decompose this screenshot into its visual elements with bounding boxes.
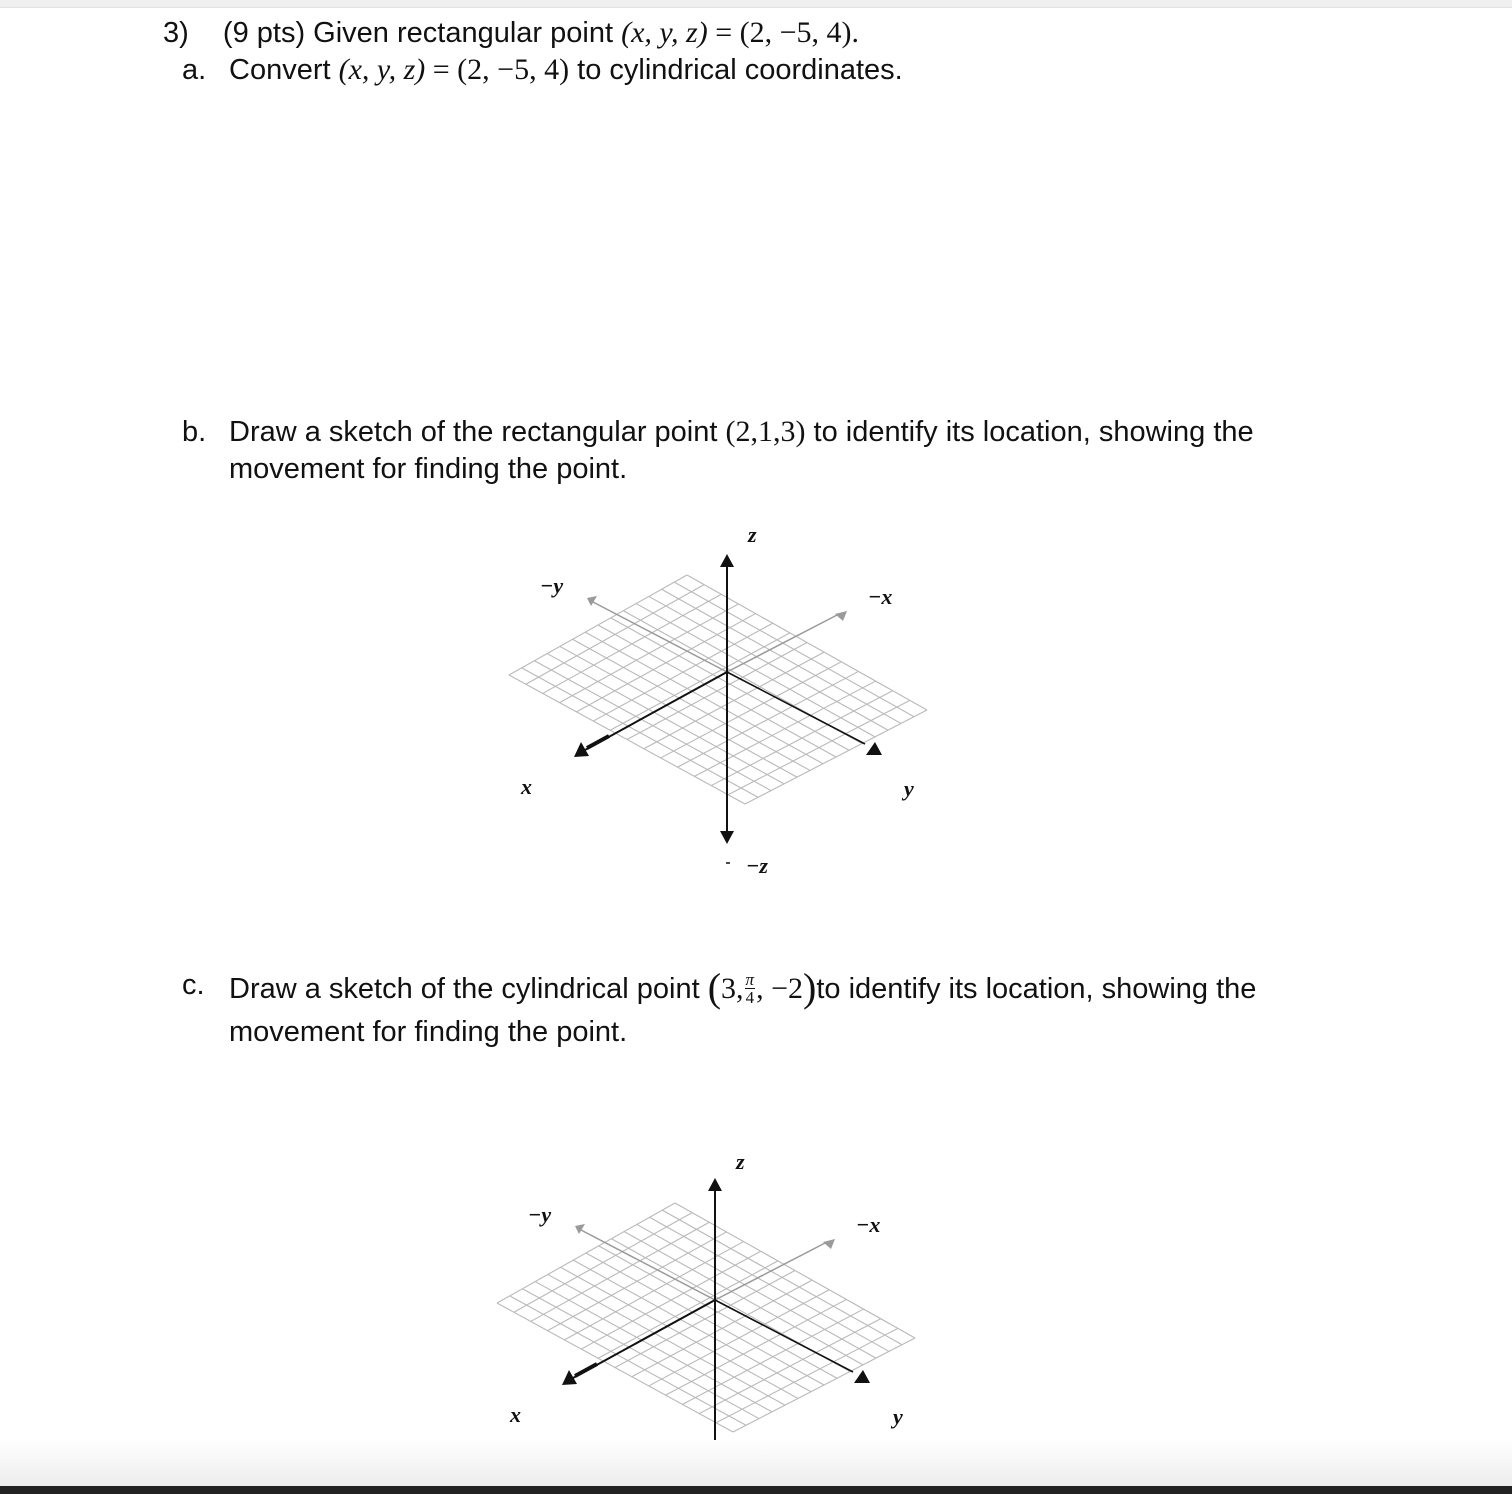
part-a-point: (2, −5, 4)	[457, 53, 570, 86]
part-c-theta-num: π	[745, 969, 755, 989]
neg-x-arrowhead	[835, 611, 847, 621]
z-arrowhead	[720, 554, 734, 567]
grid-line	[716, 1328, 898, 1422]
grid-line	[599, 1246, 837, 1378]
part-c-theta-fraction	[745, 971, 756, 1006]
neg-x-axis	[727, 614, 839, 672]
grid-line	[624, 1232, 863, 1365]
grid-line	[615, 1271, 795, 1368]
axis-label-z-c: z	[736, 1149, 745, 1174]
part-c-theta-den: 4	[745, 987, 755, 1007]
axis-label-neg-y-c: −y	[528, 1202, 552, 1227]
grid-line	[649, 1290, 830, 1386]
problem-point: (2, −5, 4).	[739, 16, 860, 49]
grid-line	[678, 671, 859, 767]
problem-intro: Given rectangular point	[313, 17, 614, 49]
problem-coord-vars: (x, y, z)	[621, 16, 708, 49]
window-bottom-border	[0, 1486, 1512, 1494]
axis-label-y: y	[904, 776, 914, 801]
neg-x-arrowhead	[823, 1239, 835, 1249]
grid-line	[649, 596, 888, 730]
grid-line	[627, 643, 807, 740]
grid-line	[632, 1280, 812, 1377]
grid-line	[733, 1338, 915, 1432]
part-b-label: b.	[182, 416, 207, 448]
y-arrowhead	[854, 1370, 870, 1383]
part-a-equals: =	[425, 53, 458, 86]
part-a-text-before: Convert	[229, 54, 331, 86]
axis-label-neg-z: −z	[746, 853, 768, 878]
axis-label-x-c: x	[510, 1402, 521, 1427]
grid-line	[661, 662, 842, 758]
axes-lines	[574, 554, 882, 863]
grid-line	[699, 1319, 880, 1414]
grid-line	[611, 618, 849, 750]
neg-x-axis	[715, 1242, 827, 1300]
part-b-text-before: Draw a sketch of the rectangular point	[229, 416, 718, 448]
neg-y-arrowhead	[575, 1224, 585, 1234]
grid-line	[711, 691, 892, 786]
part-a-coord-vars: (x, y, z)	[338, 53, 426, 86]
grid-line	[728, 700, 910, 794]
grid-line	[637, 1224, 876, 1358]
part-b-line2: movement for finding the point.	[229, 453, 628, 485]
neg-y-arrowhead	[587, 596, 597, 606]
axis-label-neg-x: −x	[868, 584, 893, 609]
part-a-text-after: to cylindrical coordinates.	[577, 54, 903, 86]
part-a-label: a.	[182, 54, 207, 86]
problem-points: (9 pts)	[222, 17, 306, 49]
part-c-label: c.	[182, 969, 205, 1001]
axis-label-y-c: y	[893, 1404, 903, 1429]
axis-label-neg-y: −y	[540, 573, 564, 598]
part-c-point-r: 3,	[721, 972, 744, 1005]
grid-line	[694, 681, 875, 776]
x-axis-thick	[587, 736, 609, 748]
part-c-open-paren: (	[707, 965, 722, 1010]
axis-label-neg-x-c: −x	[856, 1212, 881, 1237]
part-b-text-after: to identify its location, showing the	[813, 416, 1254, 448]
axis-label-z: z	[748, 522, 757, 547]
part-c-text	[229, 967, 1256, 1008]
part-c-text-before: Draw a sketch of the cylindrical point	[229, 973, 700, 1005]
part-c-close-paren: )	[803, 965, 817, 1010]
axes-lines-c	[562, 1178, 870, 1474]
grid-line	[666, 1299, 847, 1395]
axis-label-x: x	[521, 774, 532, 799]
grid-line	[644, 652, 824, 749]
grid-line	[682, 1309, 863, 1404]
problem-number: 3)	[163, 17, 189, 49]
grid-line	[636, 604, 875, 737]
grid-plane-c	[497, 1203, 915, 1432]
grid-line	[745, 710, 927, 804]
part-c-line2: movement for finding the point.	[229, 1016, 628, 1048]
z-arrowhead	[708, 1178, 722, 1191]
neg-z-arrowhead	[720, 831, 734, 844]
problem-equals: =	[707, 16, 740, 49]
x-axis-thick	[575, 1364, 597, 1376]
grid-plane	[509, 575, 927, 804]
part-c-point-z: , −2	[756, 972, 803, 1005]
y-arrowhead	[866, 742, 882, 755]
part-b-point: (2,1,3)	[725, 415, 806, 448]
part-c-text-after: to identify its location, showing the	[816, 973, 1257, 1005]
